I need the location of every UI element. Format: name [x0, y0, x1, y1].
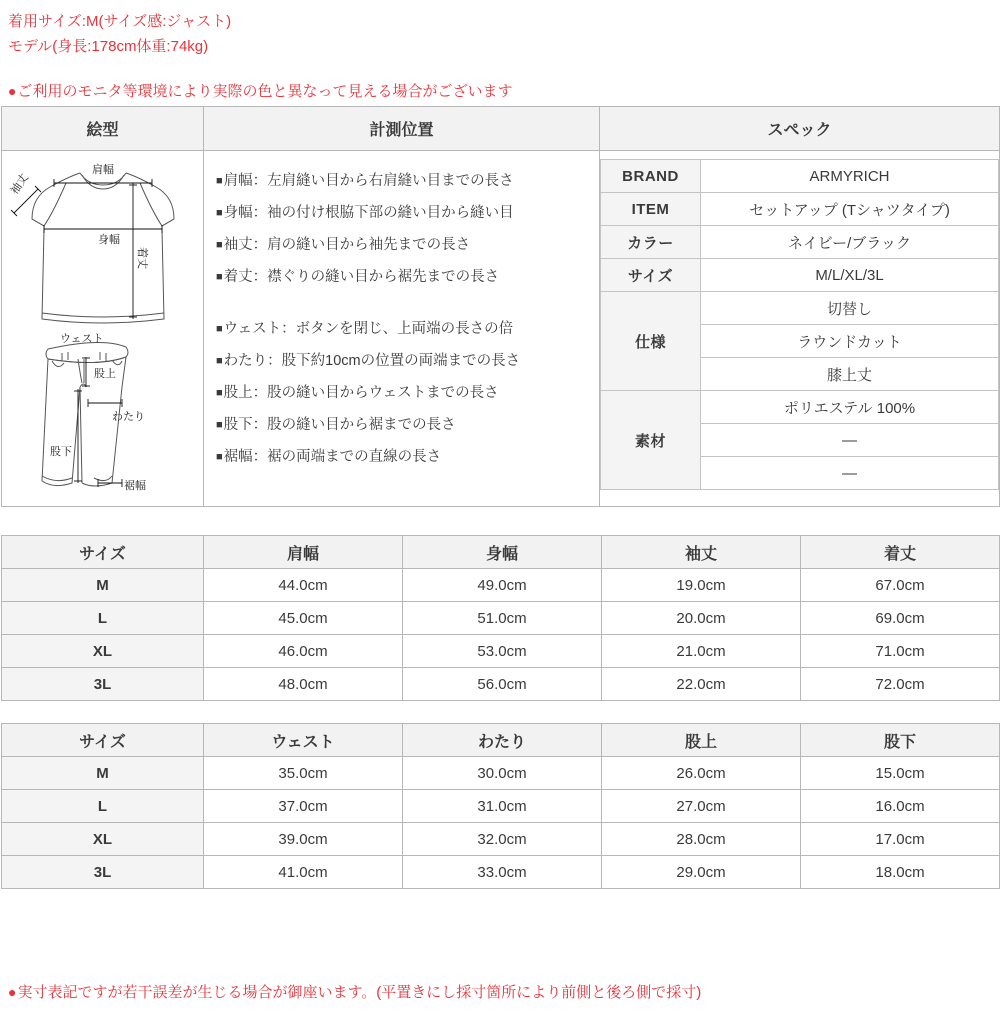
- spec-key-item: ITEM: [601, 193, 701, 226]
- size-bottom-header-inseam: 股下: [801, 724, 1000, 757]
- size-top-header-size: サイズ: [2, 536, 204, 569]
- size-table-bottom: [1, 723, 1000, 889]
- spec-row-material-1: [601, 391, 999, 424]
- measure-note-item: [216, 345, 599, 377]
- table-row: [2, 856, 1000, 889]
- main-table-header-row: [2, 107, 1000, 151]
- header-measure-position: 計測位置: [204, 107, 600, 151]
- size-top-row-label: XL: [2, 635, 204, 668]
- measure-note-item: [216, 313, 599, 345]
- size-bottom-row-label: XL: [2, 823, 204, 856]
- measure-note-text: 着丈：襟ぐりの縫い目から裾先までの長さ: [223, 269, 500, 285]
- bullet-square-icon: ■: [216, 419, 223, 431]
- table-row: [2, 635, 1000, 668]
- table-row: [2, 668, 1000, 701]
- measure-note-text: 股下：股の縫い目から裾までの長さ: [223, 417, 456, 433]
- size-top-cell: 44.0cm: [204, 569, 403, 602]
- spec-row-color: [601, 226, 999, 259]
- bullet-square-icon: ■: [216, 175, 223, 187]
- spec-value-feature-1: 切替し: [701, 292, 999, 325]
- size-top-header-row: [2, 536, 1000, 569]
- measure-note-text: 袖丈：肩の縫い目から袖先までの長さ: [223, 237, 471, 253]
- spec-value-item: セットアップ (Tシャツタイプ): [701, 193, 999, 226]
- measure-notes-spacer: [216, 293, 599, 313]
- spec-cell: [600, 151, 1000, 507]
- bullet-square-icon: ■: [216, 239, 223, 251]
- bullet-square-icon: ■: [216, 271, 223, 283]
- size-bottom-cell: 33.0cm: [403, 856, 602, 889]
- spec-key-feature: 仕様: [601, 292, 701, 391]
- diagram-cell: [2, 151, 204, 507]
- spec-value-color: ネイビー/ブラック: [701, 226, 999, 259]
- label-thigh: わたり: [112, 411, 145, 423]
- size-bottom-cell: 15.0cm: [801, 757, 1000, 790]
- size-top-row-label: 3L: [2, 668, 204, 701]
- size-bottom-cell: 35.0cm: [204, 757, 403, 790]
- size-top-cell: 46.0cm: [204, 635, 403, 668]
- table-row: [2, 602, 1000, 635]
- measurement-tolerance-note: ● 実寸表記ですが若干誤差が生じる場合が御座います。(平置きにし採寸箇所により前側と後ろ側で採寸): [8, 981, 701, 1002]
- size-bottom-cell: 31.0cm: [403, 790, 602, 823]
- size-top-cell: 72.0cm: [801, 668, 1000, 701]
- size-bottom-cell: 32.0cm: [403, 823, 602, 856]
- table-row: [2, 823, 1000, 856]
- label-inseam: 股下: [50, 446, 72, 458]
- spec-value-size: M/L/XL/3L: [701, 259, 999, 292]
- size-top-cell: 51.0cm: [403, 602, 602, 635]
- spec-row-brand: [601, 160, 999, 193]
- size-bottom-cell: 39.0cm: [204, 823, 403, 856]
- spec-value-material-1: ポリエステル 100%: [701, 391, 999, 424]
- measure-note-text: ウェスト：ボタンを閉じ、上両端の長さの倍: [223, 321, 514, 337]
- size-table-top: [1, 535, 1000, 701]
- size-top-cell: 21.0cm: [602, 635, 801, 668]
- top-notes-block: [0, 0, 1000, 104]
- spec-key-material: 素材: [601, 391, 701, 490]
- size-bottom-cell: 17.0cm: [801, 823, 1000, 856]
- size-top-cell: 22.0cm: [602, 668, 801, 701]
- measure-note-item: [216, 229, 599, 261]
- spec-table: [600, 159, 999, 490]
- label-sleeve-length: 袖丈: [8, 171, 32, 197]
- size-top-cell: 69.0cm: [801, 602, 1000, 635]
- spec-row-size: [601, 259, 999, 292]
- size-bottom-cell: 27.0cm: [602, 790, 801, 823]
- size-top-cell: 49.0cm: [403, 569, 602, 602]
- measure-note-text: 裾幅：裾の両端までの直線の長さ: [223, 449, 442, 465]
- section-spacer-top: [0, 507, 1000, 535]
- spec-value-feature-2: ラウンドカット: [701, 325, 999, 358]
- bullet-square-icon: ■: [216, 207, 223, 219]
- monitor-color-disclaimer: ● ご利用のモニタ等環境により実際の色と異なって見える場合がございます: [8, 79, 1000, 104]
- size-bottom-cell: 41.0cm: [204, 856, 403, 889]
- measure-note-text: 身幅：袖の付け根脇下部の縫い目から縫い目: [223, 205, 514, 221]
- spec-key-color: カラー: [601, 226, 701, 259]
- header-spec: スペック: [600, 107, 1000, 151]
- size-bottom-header-rise: 股上: [602, 724, 801, 757]
- bullet-square-icon: ■: [216, 355, 223, 367]
- tshirt-diagram: [2, 151, 204, 331]
- bullet-square-icon: ■: [216, 323, 223, 335]
- size-top-row-label: M: [2, 569, 204, 602]
- size-bottom-row-label: M: [2, 757, 204, 790]
- size-top-cell: 48.0cm: [204, 668, 403, 701]
- main-info-table: [1, 106, 1000, 507]
- size-top-row-label: L: [2, 602, 204, 635]
- label-waist: ウェスト: [60, 333, 104, 345]
- label-body-length: 着丈: [136, 247, 148, 269]
- diagram-wrap: [2, 151, 204, 506]
- label-shoulder-width: 肩幅: [92, 164, 114, 176]
- size-top-cell: 45.0cm: [204, 602, 403, 635]
- size-bottom-cell: 37.0cm: [204, 790, 403, 823]
- size-top-cell: 71.0cm: [801, 635, 1000, 668]
- notes-spacer: [8, 59, 1000, 79]
- size-bottom-cell: 26.0cm: [602, 757, 801, 790]
- label-rise: 股上: [94, 368, 116, 380]
- spec-value-brand: ARMYRICH: [701, 160, 999, 193]
- measure-note-item: [216, 377, 599, 409]
- bullet-square-icon: ■: [216, 451, 223, 463]
- header-diagram: 絵型: [2, 107, 204, 151]
- label-chest-width: 身幅: [98, 234, 120, 246]
- measure-note-text: 肩幅：左肩縫い目から右肩縫い目までの長さ: [223, 173, 514, 189]
- size-bottom-cell: 18.0cm: [801, 856, 1000, 889]
- spec-value-material-2: ―: [701, 424, 999, 457]
- label-hem-width: 裾幅: [124, 480, 146, 492]
- size-top-header-shoulder: 肩幅: [204, 536, 403, 569]
- measure-note-text: わたり：股下約10cmの位置の両端までの長さ: [223, 353, 521, 369]
- size-top-cell: 20.0cm: [602, 602, 801, 635]
- model-spec-note: モデル(身長:178cm体重:74kg): [8, 38, 209, 55]
- spec-value-material-3: ―: [701, 457, 999, 490]
- size-bottom-row-label: 3L: [2, 856, 204, 889]
- size-bottom-cell: 16.0cm: [801, 790, 1000, 823]
- size-bottom-header-thigh: わたり: [403, 724, 602, 757]
- bullet-square-icon: ■: [216, 387, 223, 399]
- measure-note-item: [216, 261, 599, 293]
- measure-note-item: [216, 197, 599, 229]
- size-top-header-sleeve: 袖丈: [602, 536, 801, 569]
- measure-position-cell: [204, 151, 600, 507]
- size-bottom-header-size: サイズ: [2, 724, 204, 757]
- size-top-header-chest: 身幅: [403, 536, 602, 569]
- table-row: [2, 569, 1000, 602]
- spec-row-feature-1: [601, 292, 999, 325]
- size-bottom-cell: 30.0cm: [403, 757, 602, 790]
- measure-note-item: [216, 165, 599, 197]
- spec-row-item: [601, 193, 999, 226]
- spec-key-brand: BRAND: [601, 160, 701, 193]
- size-top-cell: 56.0cm: [403, 668, 602, 701]
- table-row: [2, 790, 1000, 823]
- measure-note-text: 股上：股の縫い目からウェストまでの長さ: [223, 385, 499, 401]
- pants-diagram: [2, 331, 204, 506]
- size-top-cell: 53.0cm: [403, 635, 602, 668]
- size-bottom-row-label: L: [2, 790, 204, 823]
- spec-key-size: サイズ: [601, 259, 701, 292]
- size-bottom-cell: 29.0cm: [602, 856, 801, 889]
- size-bottom-cell: 28.0cm: [602, 823, 801, 856]
- size-bottom-header-waist: ウェスト: [204, 724, 403, 757]
- size-top-cell: 67.0cm: [801, 569, 1000, 602]
- size-bottom-header-row: [2, 724, 1000, 757]
- wearing-size-note: 着用サイズ:M(サイズ感:ジャスト): [8, 13, 232, 30]
- section-spacer-middle: [0, 701, 1000, 723]
- size-top-header-length: 着丈: [801, 536, 1000, 569]
- spec-value-feature-3: 膝上丈: [701, 358, 999, 391]
- size-top-cell: 19.0cm: [602, 569, 801, 602]
- measure-note-item: [216, 409, 599, 441]
- measure-note-item: [216, 441, 599, 473]
- main-table-body-row: [2, 151, 1000, 507]
- table-row: [2, 757, 1000, 790]
